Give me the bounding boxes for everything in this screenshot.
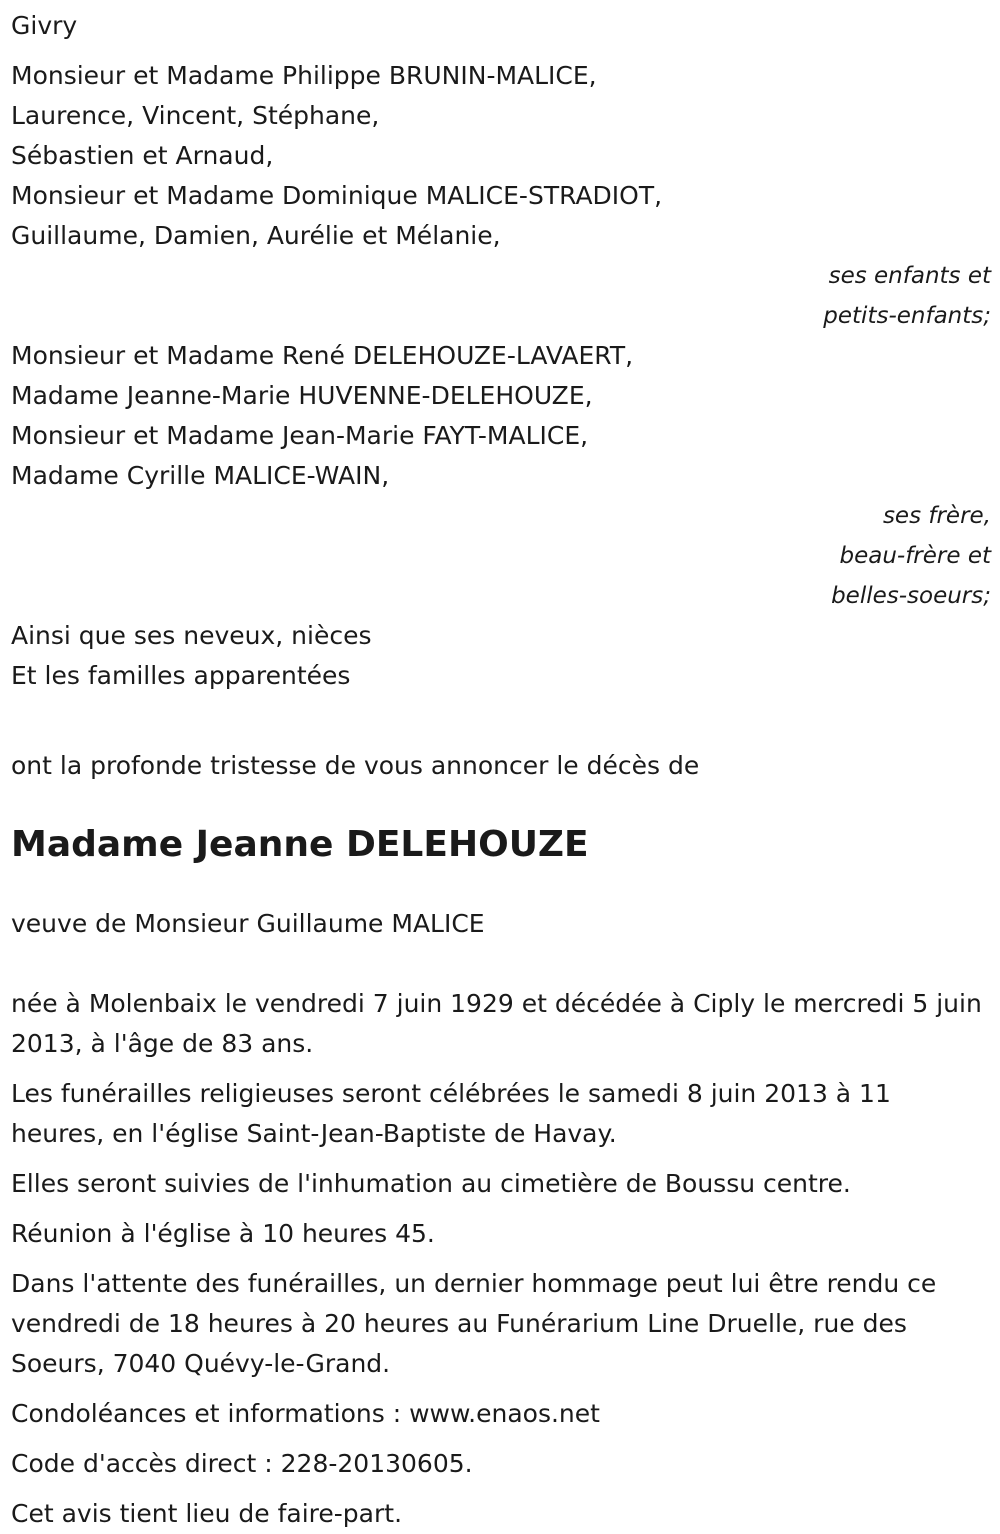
obituary-notice [11, 6, 991, 1534]
family-line: Sébastien et Arnaud, [11, 141, 274, 170]
meeting-paragraph: Réunion à l'église à 10 heures 45. [11, 1219, 435, 1248]
relation-line: ses enfants et [828, 263, 991, 289]
relation-line: ses frère, [882, 503, 991, 529]
deceased-name: Madame Jeanne DELEHOUZE [11, 824, 589, 865]
relatives-line: Et les familles apparentées [11, 661, 351, 690]
relation-line: petits-enfants; [823, 303, 991, 329]
family-line: Guillaume, Damien, Aurélie et Mélanie, [11, 221, 501, 250]
family-line: Madame Cyrille MALICE-WAIN, [11, 461, 390, 490]
announcement-text: ont la profonde tristesse de vous annoncer le décès de [11, 751, 700, 780]
family-line: Monsieur et Madame Jean-Marie FAYT-MALICE, [11, 421, 589, 450]
birth-death-paragraph: née à Molenbaix le vendredi 7 juin 1929 et décédée à Ciply le mercredi 5 juin 2013, à l'âge de 83 ans. [11, 989, 982, 1058]
family-line: Monsieur et Madame Dominique MALICE-STRADIOT, [11, 181, 663, 210]
family-line: Laurence, Vincent, Stéphane, [11, 101, 380, 130]
family-line: Madame Jeanne-Marie HUVENNE-DELEHOUZE, [11, 381, 593, 410]
relation-line: beau-frère et [839, 543, 991, 569]
relation-children [11, 256, 991, 336]
funeral-paragraph: Les funérailles religieuses seront célébrées le samedi 8 juin 2013 à 11 heures, en l'église Saint-Jean-Baptiste de Havay. [11, 1079, 891, 1148]
details [11, 984, 991, 1534]
family-group-children [11, 56, 991, 256]
place-name: Givry [11, 11, 78, 40]
family-line: Monsieur et Madame Philippe BRUNIN-MALICE, [11, 61, 597, 90]
family-line: Monsieur et Madame René DELEHOUZE-LAVAERT, [11, 341, 634, 370]
burial-paragraph: Elles seront suivies de l'inhumation au cimetière de Boussu centre. [11, 1169, 851, 1198]
relation-line: belles-soeurs; [831, 583, 991, 609]
family-group-siblings [11, 336, 991, 496]
relatives-line: Ainsi que ses neveux, nièces [11, 621, 372, 650]
tribute-paragraph: Dans l'attente des funérailles, un dernier hommage peut lui être rendu ce vendredi de 18 heures à 20 heures au Funérarium Line Druelle, rue des Soeurs, 7040 Quévy-le-Grand. [11, 1269, 937, 1378]
widow-of-text: veuve de Monsieur Guillaume MALICE [11, 909, 485, 938]
relation-siblings [11, 496, 991, 616]
condolences-paragraph: Condoléances et informations : www.enaos.net [11, 1399, 600, 1428]
access-code-paragraph: Code d'accès direct : 228-20130605. [11, 1449, 473, 1478]
other-relatives [11, 616, 991, 696]
closing-paragraph: Cet avis tient lieu de faire-part. [11, 1499, 403, 1528]
